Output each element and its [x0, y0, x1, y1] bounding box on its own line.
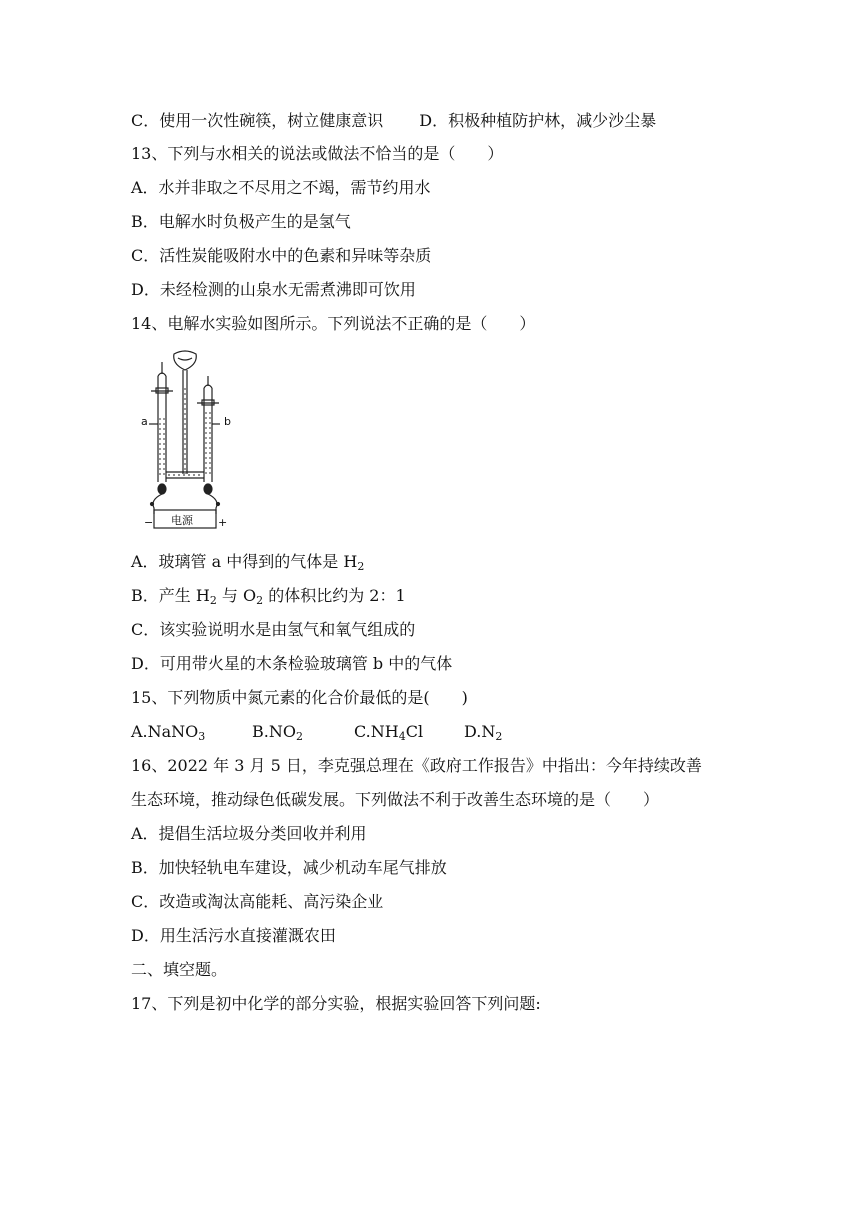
- q13-option-d: D．未经检测的山泉水无需煮沸即可饮用: [131, 280, 416, 299]
- electrolysis-apparatus-figure: [140, 348, 240, 534]
- q16-option-a: A．提倡生活垃圾分类回收并利用: [131, 824, 367, 843]
- q13-option-a: A．水并非取之不尽用之不竭，需节约用水: [131, 178, 431, 197]
- negative-terminal-sign: −: [144, 516, 154, 529]
- q17-stem: 17、下列是初中化学的部分实验，根据实验回答下列问题:: [131, 994, 541, 1013]
- q14-option-b-text-2: 与 O: [216, 586, 257, 605]
- q16-option-b: B．加快轻轨电车建设，减少机动车尾气排放: [131, 858, 447, 877]
- q15-options: [131, 721, 502, 743]
- q15-option-d-text: D.N: [464, 722, 496, 741]
- q14-option-c: C．该实验说明水是由氢气和氧气组成的: [131, 620, 416, 639]
- q15-option-b-text: B.NO: [252, 722, 296, 741]
- q14-option-b: [131, 585, 406, 607]
- positive-terminal-sign: +: [218, 516, 228, 529]
- tube-a-label: a: [141, 415, 148, 428]
- section-title: 二、填空题。: [131, 960, 228, 979]
- q16-stem-line-2: 生态环境，推动绿色低碳发展。下列做法不利于改善生态环境的是（ ）: [131, 790, 660, 809]
- q13-stem: 13、下列与水相关的说法或做法不恰当的是（ ）: [131, 144, 504, 163]
- q16-option-c: C．改造或淘汰高能耗、高污染企业: [131, 892, 384, 911]
- q14-option-d: D．可用带火星的木条检验玻璃管 b 中的气体: [131, 654, 453, 673]
- q14-option-b-text-1: B．产生 H: [131, 586, 210, 605]
- q12-option-c: C．使用一次性碗筷，树立健康意识: [131, 111, 384, 130]
- q16-option-d: D．用生活污水直接灌溉农田: [131, 926, 336, 945]
- q15-option-d: [464, 721, 502, 743]
- q16-stem-line-1: 16、2022 年 3 月 5 日，李克强总理在《政府工作报告》中指出：今年持续改善: [131, 756, 702, 775]
- subscript: 2: [495, 730, 503, 743]
- q12-option-d: D．积极种植防护林，减少沙尘暴: [419, 111, 657, 130]
- q14-stem: 14、电解水实验如图所示。下列说法不正确的是（ ）: [131, 314, 536, 333]
- power-source-label: 电源: [171, 514, 193, 527]
- electrolysis-apparatus-drawing: [140, 348, 240, 534]
- q12-options-cd: [131, 110, 656, 132]
- q15-option-a-text: A.NaNO: [131, 722, 199, 741]
- q15-option-b: [252, 721, 354, 743]
- q14-option-a: [131, 551, 364, 573]
- subscript: 2: [295, 730, 303, 743]
- q13-option-b: B．电解水时负极产生的是氢气: [131, 212, 351, 231]
- subscript: 2: [209, 594, 217, 607]
- q13-option-c: C．活性炭能吸附水中的色素和异味等杂质: [131, 246, 432, 265]
- q14-option-a-text: A．玻璃管 a 中得到的气体是 H: [131, 552, 358, 571]
- tube-b-label: b: [224, 415, 231, 428]
- q15-option-c: [354, 721, 464, 743]
- subscript: 2: [357, 560, 365, 573]
- subscript: 2: [256, 594, 264, 607]
- subscript: 4: [398, 730, 406, 743]
- q15-option-c-text-2: Cl: [405, 722, 424, 741]
- q15-option-a: [131, 721, 252, 743]
- q14-option-b-text-3: 的体积比约为 2：1: [263, 586, 406, 605]
- subscript: 3: [198, 730, 206, 743]
- q15-option-c-text: C.NH: [354, 722, 399, 741]
- q15-stem: 15、下列物质中氮元素的化合价最低的是( ): [131, 688, 468, 707]
